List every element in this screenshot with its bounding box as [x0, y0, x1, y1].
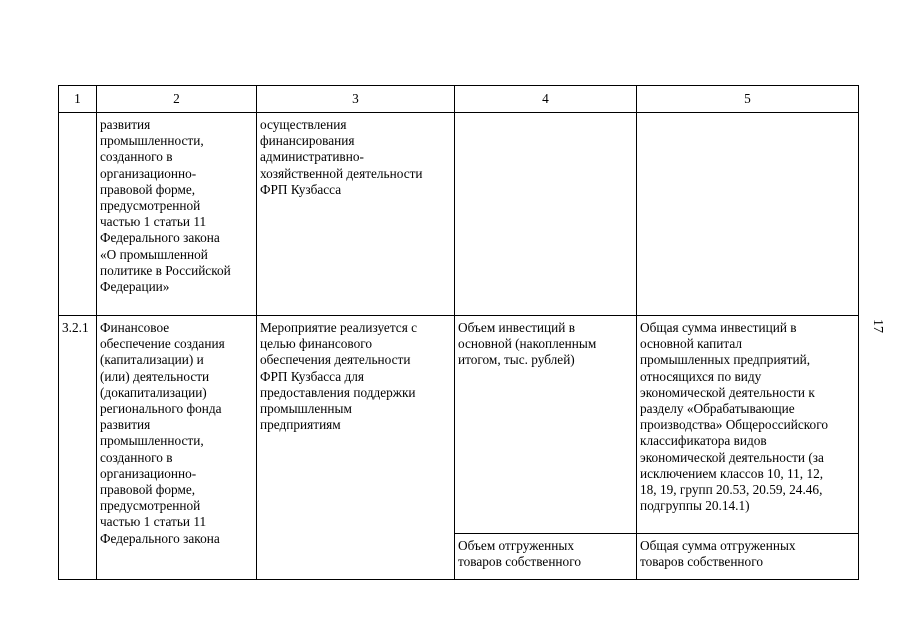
- cell-indicator: [455, 113, 637, 316]
- cell-event-description: Мероприятие реализуется с целью финансового обеспечения деятельности ФРП Кузбасса для предоставления поддержки промышленным предприятиям: [257, 316, 455, 580]
- cell-indicator: Объем отгруженных товаров собственного: [455, 534, 637, 580]
- header-cell-5: 5: [637, 86, 859, 113]
- cell-indicator-method: Общая сумма инвестиций в основной капитал промышленных предприятий, относящихся по виду экономической деятельности к разделу «Обрабатывающие производства» Общероссийского классификатора видов экономической деятельности (за исключением классов 10, 11, 12, 18, 19, групп 20.53, 20.59, 24.46, подгруппы 20.14.1): [637, 316, 859, 534]
- cell-event-description: осуществления финансирования административно- хозяйственной деятельности ФРП Кузбасса: [257, 113, 455, 316]
- table-row-3-2-1: [59, 316, 859, 534]
- cell-indicator-method: [637, 113, 859, 316]
- table-header-row: [59, 86, 859, 113]
- page-number: 17: [870, 319, 885, 333]
- table-row-continuation: [59, 113, 859, 316]
- header-cell-4: 4: [455, 86, 637, 113]
- cell-indicator-method: Общая сумма отгруженных товаров собственного: [637, 534, 859, 580]
- header-cell-3: 3: [257, 86, 455, 113]
- cell-event-name: развития промышленности, созданного в организационно- правовой форме, предусмотренной частью 1 статьи 11 Федерального закона «О промышленной политике в Российской Федерации»: [97, 113, 257, 316]
- indicators-table: [58, 85, 859, 580]
- cell-number: 3.2.1: [59, 316, 97, 580]
- header-cell-1: 1: [59, 86, 97, 113]
- header-cell-2: 2: [97, 86, 257, 113]
- cell-indicator: Объем инвестиций в основной (накопленным итогом, тыс. рублей): [455, 316, 637, 534]
- cell-event-name: Финансовое обеспечение создания (капитализации) и (или) деятельности (докапитализации) регионального фонда развития промышленности, созданного в организационно- правовой форме, предусмотренной частью 1 статьи 11 Федерального закона: [97, 316, 257, 580]
- cell-number: [59, 113, 97, 316]
